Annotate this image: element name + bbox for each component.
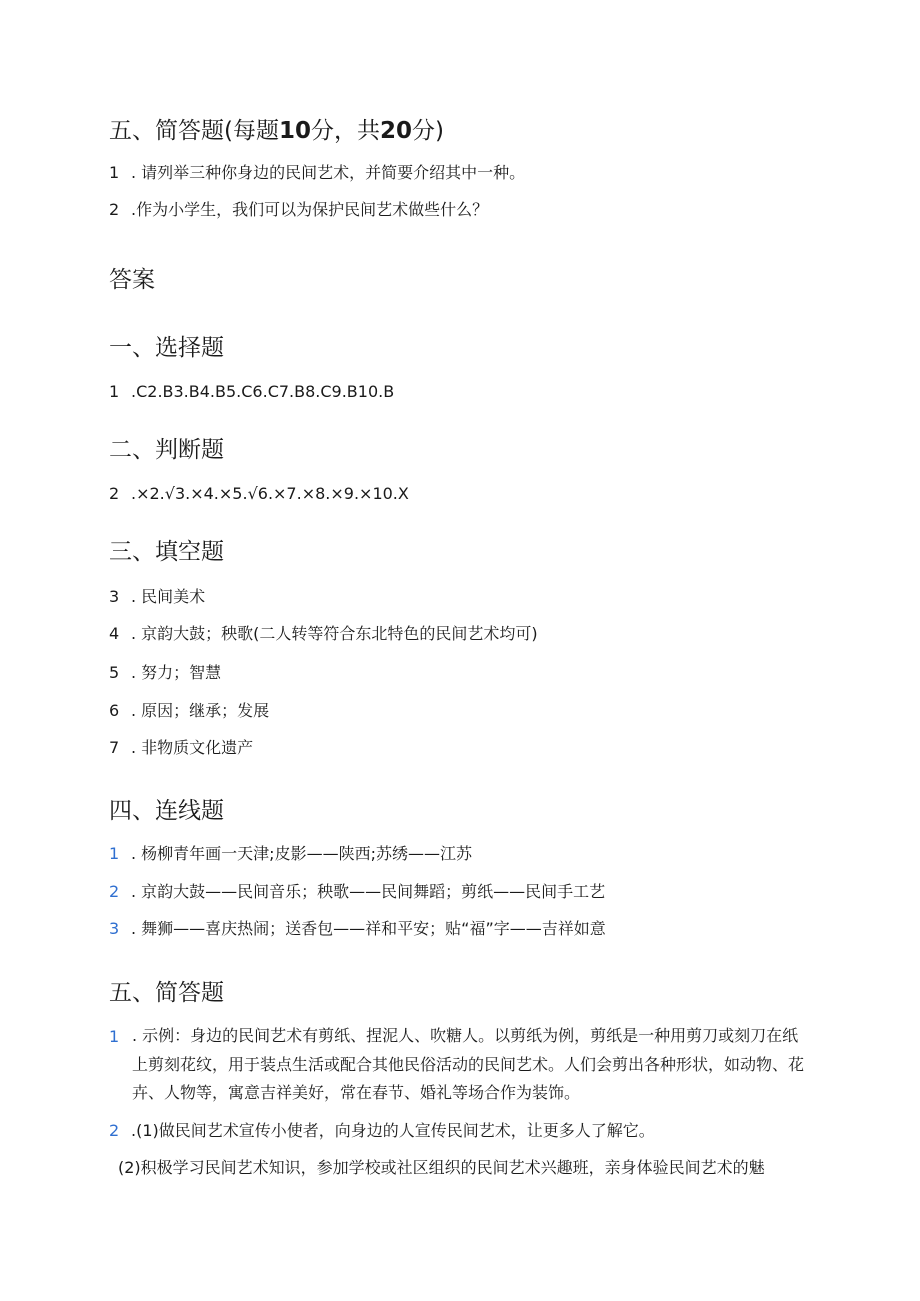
answer-line: 6 . 原因；继承；发展 — [109, 701, 270, 720]
answer-line: 2 .(1)做民间艺术宣传小使者，向身边的人宣传民间艺术，让更多人了解它。 — [109, 1121, 655, 1140]
answer-line: 1 . 杨柳青年画一天津;皮影——陕西;苏绣——江苏 — [109, 844, 472, 863]
section-heading-matching: 四、连线题 — [109, 798, 224, 824]
section-heading-short-answer-questions: 五、简答题(每题10分，共20分) — [109, 118, 444, 144]
answers-title: 答案 — [109, 267, 155, 293]
answer-number: 1 — [109, 1027, 120, 1046]
question-item: 2 .作为小学生，我们可以为保护民间艺术做些什么？ — [109, 200, 489, 219]
answer-paragraph: . 示例：身边的民间艺术有剪纸、捏泥人、吹糖人。以剪纸为例，剪纸是一种用剪刀或刻刀在纸上剪刻花纹，用于装点生活或配合其他民俗活动的民间艺术。人们会剪出各种形状，如动物、花卉、人物等，寓意吉祥美好，常在春节、婚礼等场合作为装饰。 — [132, 1026, 805, 1102]
answer-line: 5 . 努力；智慧 — [109, 663, 222, 682]
section-heading-true-false: 二、判断题 — [109, 437, 224, 463]
section-heading-multiple-choice: 一、选择题 — [109, 335, 224, 361]
answer-line: 3 . 民间美术 — [109, 587, 206, 606]
answer-line-continued: (2)积极学习民间艺术知识，参加学校或社区组织的民间艺术兴趣班，亲身体验民间艺术的魅 — [118, 1158, 765, 1177]
answer-line: 3 . 舞狮——喜庆热闹；送香包——祥和平安；贴“福”字——吉祥如意 — [109, 919, 606, 938]
section-heading-fill-in-blank: 三、填空题 — [109, 539, 224, 565]
answer-line: 4 . 京韵大鼓；秧歌(二人转等符合东北特色的民间艺术均可) — [109, 624, 538, 643]
question-item: 1 . 请列举三种你身边的民间艺术，并简要介绍其中一种。 — [109, 163, 526, 182]
answer-line: 2 . 京韵大鼓——民间音乐；秧歌——民间舞蹈；剪纸——民间手工艺 — [109, 882, 606, 901]
answer-line: 7 . 非物质文化遗产 — [109, 738, 254, 757]
answer-line: 2 .×2.√3.×4.×5.√6.×7.×8.×9.×10.X — [109, 484, 409, 503]
answer-line: 1 .C2.B3.B4.B5.C6.C7.B8.C9.B10.B — [109, 382, 395, 401]
section-heading-short-answer: 五、简答题 — [109, 980, 224, 1006]
